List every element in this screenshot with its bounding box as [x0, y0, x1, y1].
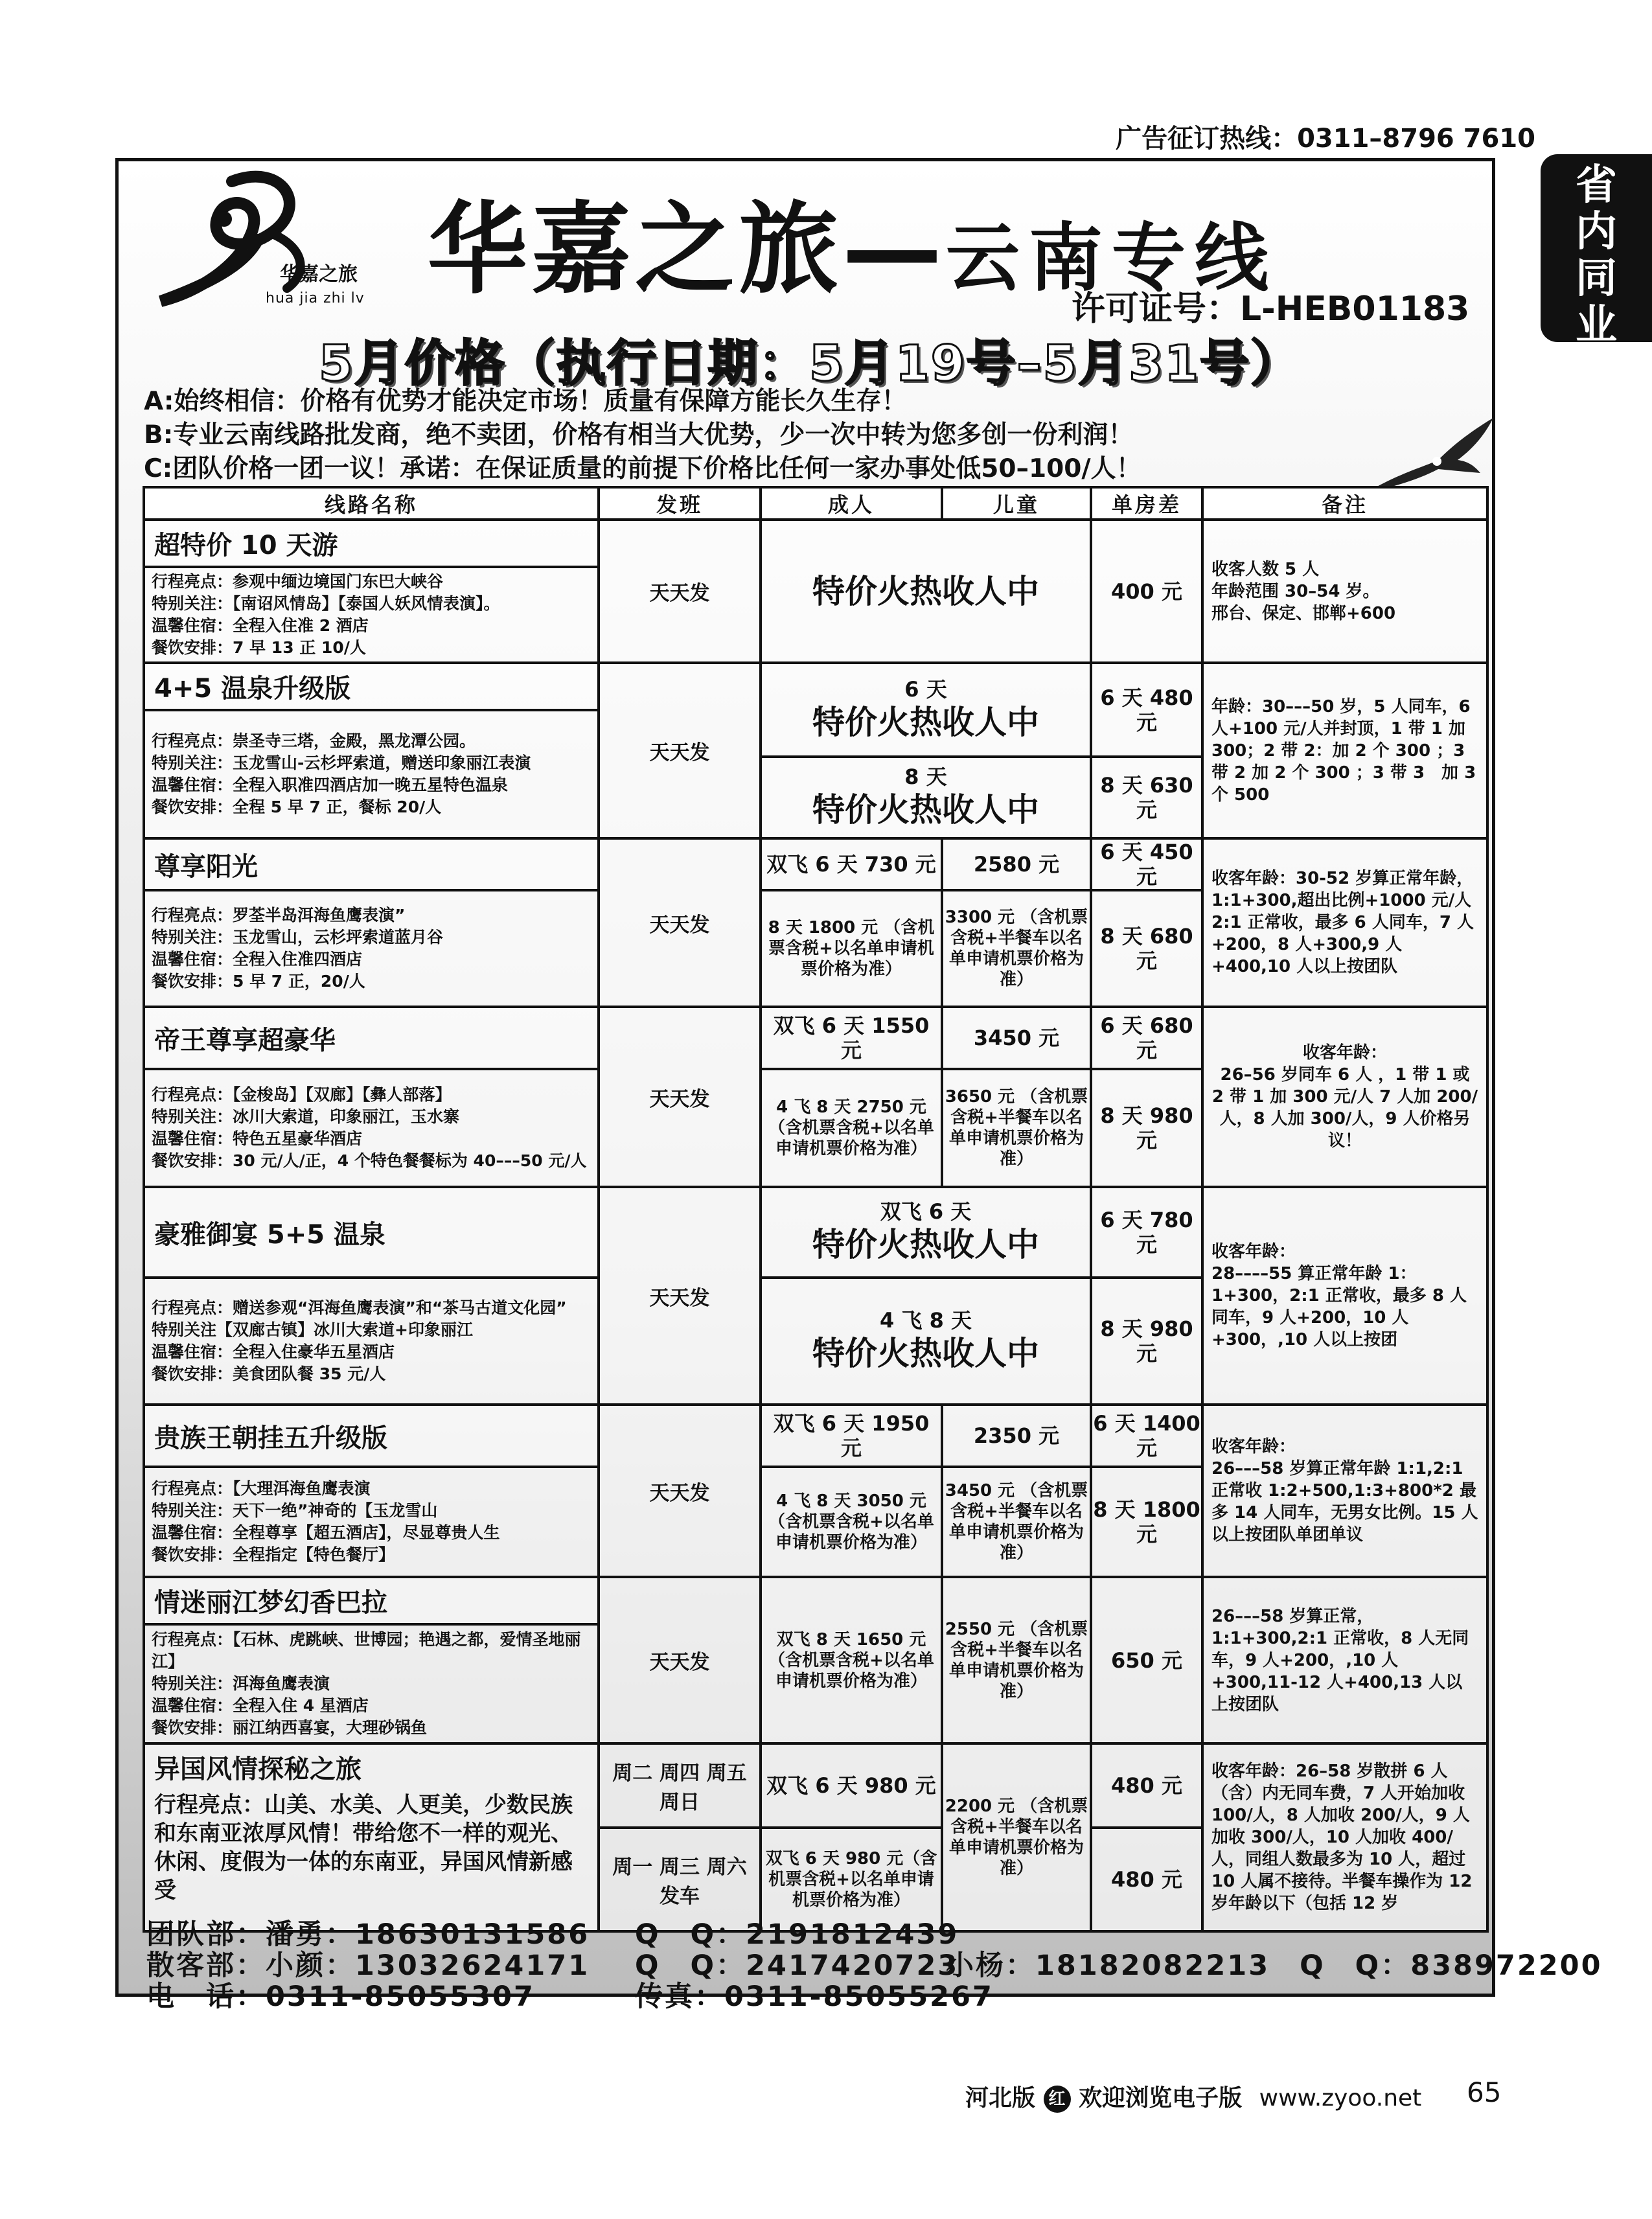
route-departure-1: 周二 周四 周五 周日 — [599, 1743, 761, 1828]
adult-price-option-1: 双飞 6 天 1950 元 — [761, 1405, 942, 1467]
single-room-price-option-1: 6 天 480 元 — [1091, 663, 1202, 757]
route-name: 帝王尊享超豪华 — [144, 1007, 599, 1069]
single-room-price-option-1: 6 天 680 元 — [1091, 1007, 1202, 1069]
route-details: 行程亮点：【金梭岛】【双廊】【彝人部落】 特别关注：冰川大索道，印象丽江，玉水寨 温馨住宿：特色五星豪华酒店 餐饮安排：30 元/人/正，4 个特色餐餐标为 40–––50 元/人 — [144, 1069, 599, 1187]
route-remark: 收客年龄： 26–56 岁同车 6 人 ，1 带 1 或 2 带 1 加 300 元/人 7 人加 200/人，8 人加 300/人，9 人价格另议！ — [1202, 1007, 1487, 1187]
table-row — [144, 1405, 1487, 1467]
team-dept-qq: Q Q：2191812439 — [635, 1918, 959, 1951]
route-departure: 天天发 — [599, 1007, 761, 1187]
route-name: 豪雅御宴 5+5 温泉 — [144, 1187, 599, 1278]
route-name: 4+5 温泉升级版 — [144, 663, 599, 710]
table-row — [144, 1577, 1487, 1624]
route-details: 行程亮点：【石林、虎跳峡、世博园；艳遇之都，爱情圣地丽江】 特别关注：洱海鱼鹰表演 温馨住宿：全程入住 4 星酒店 餐饮安排：丽江纳西喜宴，大理砂锅鱼 — [144, 1624, 599, 1743]
adult-price-option-2: 8 天 1800 元 （含机票含税+以名单申请机票价格为准） — [761, 890, 942, 1007]
child-price-option-1: 3450 元 — [942, 1007, 1091, 1069]
logo-swirl-icon — [148, 162, 394, 311]
price-period-title: 5月价格（执行日期：5月19号–5月31号） — [319, 334, 1302, 392]
office-fax: 传真：0311-85055267 — [635, 1981, 994, 2013]
route-details: 行程亮点：罗荃半岛洱海鱼鹰表演” 特别关注：玉龙雪山，云杉坪索道蓝月谷 温馨住宿：全程入住准四酒店 餐饮安排：5 早 7 正，20/人 — [144, 890, 599, 1007]
adult-price-option-1: 双飞 6 天 980 元 — [761, 1743, 942, 1828]
child-price-option-1: 2580 元 — [942, 838, 1091, 890]
license-number: 许可证号：L-HEB01183 — [1072, 290, 1470, 328]
child-price: 2550 元 （含机票含税+半餐车以名单申请机票价格为准） — [942, 1577, 1091, 1743]
table-row — [144, 1743, 1487, 1828]
route-departure: 天天发 — [599, 1577, 761, 1743]
table-row — [144, 1007, 1487, 1069]
route-remark: 收客年龄： 26–––58 岁算正常年龄 1:1,2:1 正常收 1:2+500,1:3+800*2 最多 14 人同车，无男女比例。15 人以上按团队单团单议 — [1202, 1405, 1487, 1577]
adult-price-option-2: 4 飞 8 天 3050 元 （含机票含税+以名单申请机票价格为准） — [761, 1467, 942, 1577]
retail-dept-contact: 散客部：小颜：13032624171 — [146, 1949, 590, 1982]
route-departure-2: 周一 周三 周六 发车 — [599, 1828, 761, 1931]
office-phone: 电 话：0311-85055307 — [146, 1981, 535, 2013]
adult-price-option-2: 4 飞 8 天 2750 元 （含机票含税+以名单申请机票价格为准） — [761, 1069, 942, 1187]
adult-price-option-1: 双飞 6 天 1550 元 — [761, 1007, 942, 1069]
route-details: 行程亮点：崇圣寺三塔，金殿，黑龙潭公园。 特别关注：玉龙雪山-云杉坪索道，赠送印象丽江表演 温馨住宿：全程入职准四酒店加一晚五星特色温泉 餐饮安排：全程 5 早 7 正，餐标 20/人 — [144, 710, 599, 838]
route-name: 超特价 10 天游 — [144, 520, 599, 567]
table-row — [144, 1187, 1487, 1278]
route-remark: 收客年龄：30-52 岁算正常年龄，1:1+300,超出比例+1000 元/人 2:1 正常收，最多 6 人同车，7 人+200，8 人+300,9 人+400,10 人以上按团队 — [1202, 838, 1487, 1007]
slogan-c: C:团队价格一团一议！承诺：在保证质量的前提下价格比任何一家办事处低50–100/人！ — [144, 454, 1141, 483]
route-remark: 年龄：30–––50 岁，5 人同车，6 人+100 元/人并封顶，1 带 1 加 300；2 带 2：加 2 个 300 ；3 带 2 加 2 个 300 ；3 带 3 加 3 个 500 — [1202, 663, 1487, 838]
single-room-price: 400 元 — [1091, 520, 1202, 663]
adult-price-option-2: 8 天 特价火热收人中 — [761, 757, 1091, 838]
adult-price: 双飞 8 天 1650 元（含机票含税+以名单申请机票价格为准） — [761, 1577, 942, 1743]
page-number: 65 — [1467, 2076, 1502, 2108]
table-row — [144, 663, 1487, 710]
route-remark: 26–––58 岁算正常，1:1+300,2:1 正常收，8 人无同车，9 人+200，,10 人+300,11-12 人+400,13 人以上按团队 — [1202, 1577, 1487, 1743]
adult-price-option-1: 6 天 特价火热收人中 — [761, 663, 1091, 757]
single-room-price-option-1: 6 天 1400 元 — [1091, 1405, 1202, 1467]
header-departure: 发班 — [599, 487, 761, 520]
retail-dept-qq: Q Q：2417420723 — [635, 1949, 959, 1982]
single-room-price-option-2: 8 天 680 元 — [1091, 890, 1202, 1007]
route-departure: 天天发 — [599, 1405, 761, 1577]
team-dept-contact: 团队部：潘勇：18630131586 — [146, 1918, 590, 1951]
header-remark: 备注 — [1202, 487, 1487, 520]
route-departure: 天天发 — [599, 838, 761, 1007]
table-header-row — [144, 487, 1487, 520]
table-row — [144, 520, 1487, 567]
route-details: 行程亮点：山美、水美、人更美，少数民族和东南亚浓厚风情！带给您不一样的观光、休闲、度假为一体的东南亚，异国风情新感受 — [154, 1792, 573, 1903]
ad-hotline: 广告征订热线：0311–8796 7610 — [1116, 124, 1535, 154]
single-room-price-option-2: 8 天 980 元 — [1091, 1069, 1202, 1187]
route-remark: 收客年龄：26–58 岁散拼 6 人（含）内无同车费，7 人开始加收 100/人，8 人加收 200/人，9 人加收 300/人，10 人加收 400/人，同组人数最多为 10 人，超过 10 人属不接待。半餐车操作为 12 岁年龄以下（包括 12 岁 — [1202, 1743, 1487, 1931]
adult-price-option-1: 双飞 6 天 特价火热收人中 — [761, 1187, 1091, 1278]
logo-pinyin: hua jia zhi lv — [266, 290, 365, 306]
header-single-room: 单房差 — [1091, 487, 1202, 520]
route-departure: 天天发 — [599, 520, 761, 663]
route-name: 情迷丽江梦幻香巴拉 — [144, 1577, 599, 1624]
section-tab[interactable]: 省内同业 — [1541, 154, 1652, 342]
page-title: 华嘉之旅—云南专线 — [428, 192, 1278, 308]
child-price-option-2: 3450 元 （含机票含税+半餐车以名单申请机票价格为准） — [942, 1467, 1091, 1577]
route-price-table — [143, 486, 1489, 1933]
single-room-price-option-1: 6 天 780 元 — [1091, 1187, 1202, 1278]
route-cell — [144, 1743, 599, 1931]
slogan-a: A:始终相信：价格有优势才能决定市场！质量有保障方能长久生存！ — [144, 387, 907, 416]
route-details: 行程亮点：参观中缅边境国门东巴大峡谷 特别关注：【南诏风情岛】【泰国人妖风情表演】。 温馨住宿：全程入住准 2 酒店 餐饮安排：7 早 13 正 10/人 — [144, 567, 599, 663]
route-name: 尊享阳光 — [144, 838, 599, 890]
route-departure: 天天发 — [599, 1187, 761, 1405]
route-remark: 收客人数 5 人 年龄范围 30–54 岁。 邢台、保定、邯郸+600 — [1202, 520, 1487, 663]
table-row — [144, 838, 1487, 890]
single-room-price: 650 元 — [1091, 1577, 1202, 1743]
adult-price: 特价火热收人中 — [761, 520, 1091, 663]
child-price-option-2: 3300 元 （含机票含税+半餐车以名单申请机票价格为准） — [942, 890, 1091, 1007]
slogan-b: B:专业云南线路批发商，绝不卖团，价格有相当大优势，少一次中转为您多创一份利润！ — [144, 420, 1134, 450]
route-name: 贵族王朝挂五升级版 — [144, 1405, 599, 1467]
route-details: 行程亮点：【大理洱海鱼鹰表演 特别关注：天下一绝”神奇的【玉龙雪山 温馨住宿：全程尊享【超五酒店】，尽显尊贵人生 餐饮安排：全程指定【特色餐厅】 — [144, 1467, 599, 1577]
single-room-price-option-2: 8 天 1800 元 — [1091, 1467, 1202, 1577]
adult-price-option-2: 双飞 6 天 980 元（含机票含税+以名单申请机票价格为准） — [761, 1828, 942, 1931]
single-room-price-option-1: 6 天 450 元 — [1091, 838, 1202, 890]
route-details: 行程亮点：赠送参观“洱海鱼鹰表演”和“茶马古道文化园” 特别关注【双廊古镇】冰川大索道+印象丽江 温馨住宿：全程入住豪华五星酒店 餐饮安排：美食团队餐 35 元/人 — [144, 1278, 599, 1405]
logo-name: 华嘉之旅 — [280, 263, 358, 286]
route-remark: 收客年龄： 28––––55 算正常年龄 1：1+300，2:1 正常收，最多 8 人同车，9 人+200，10 人+300，,10 人以上按团 — [1202, 1187, 1487, 1405]
header-adult: 成人 — [761, 487, 942, 520]
header-route: 线路名称 — [144, 487, 599, 520]
footer-edition: 河北版 红 欢迎浏览电子版 www.zyoo.net — [965, 2085, 1422, 2111]
header-child: 儿童 — [942, 487, 1091, 520]
single-room-price-option-1: 480 元 — [1091, 1743, 1202, 1828]
yang-contact: 小杨：18182082213 Q Q：838972200 — [946, 1949, 1603, 1982]
child-price-option-1: 2350 元 — [942, 1405, 1091, 1467]
footer-url[interactable]: www.zyoo.net — [1259, 2085, 1422, 2111]
child-price: 2200 元 （含机票含税+半餐车以名单申请机票价格为准） — [942, 1743, 1091, 1931]
route-departure: 天天发 — [599, 663, 761, 838]
child-price-option-2: 3650 元 （含机票含税+半餐车以名单申请机票价格为准） — [942, 1069, 1091, 1187]
single-room-price-option-2: 8 天 630 元 — [1091, 757, 1202, 838]
single-room-price-option-2: 480 元 — [1091, 1828, 1202, 1931]
single-room-price-option-2: 8 天 980 元 — [1091, 1278, 1202, 1405]
hong-badge-icon: 红 — [1044, 2086, 1071, 2113]
adult-price-option-1: 双飞 6 天 730 元 — [761, 838, 942, 890]
adult-price-option-2: 4 飞 8 天 特价火热收人中 — [761, 1278, 1091, 1405]
route-name: 异国风情探秘之旅 — [154, 1754, 361, 1784]
